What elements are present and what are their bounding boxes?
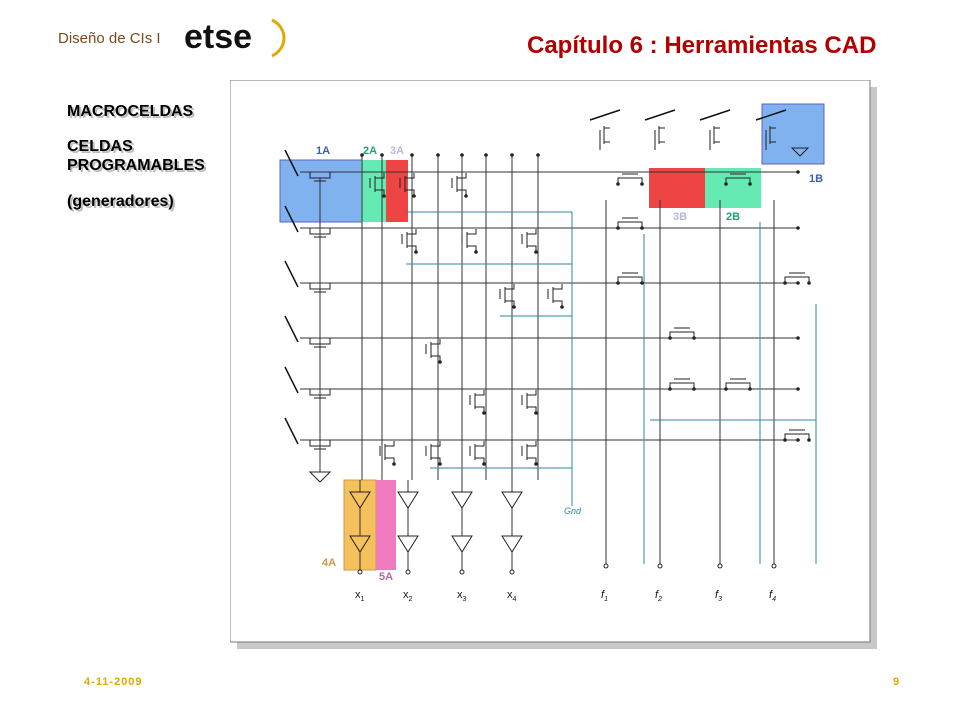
node-dot xyxy=(796,387,800,391)
pla-circuit-figure xyxy=(230,80,880,657)
node-dot xyxy=(796,170,800,174)
node-dot xyxy=(512,305,516,309)
label-4A: 4A xyxy=(322,557,337,569)
node-dot xyxy=(692,387,696,391)
svg-text:etse: etse xyxy=(184,18,253,56)
input-label-1: $x_1$ xyxy=(355,589,365,603)
node-dot xyxy=(724,182,728,186)
node-dot xyxy=(640,226,644,230)
label-macroceldas: MACROCELDAS xyxy=(67,103,194,120)
node-dot xyxy=(748,387,752,391)
output-label-1: $f_1$ xyxy=(601,589,608,603)
region-3B xyxy=(649,168,705,208)
node-dot xyxy=(438,360,442,364)
node-dot xyxy=(534,462,538,466)
slide-title: Capítulo 6 : Herramientas CAD xyxy=(527,32,877,59)
region-5A xyxy=(376,480,396,570)
node-dot xyxy=(796,226,800,230)
input-label-4: $x_4$ xyxy=(507,589,517,603)
node-dot xyxy=(807,281,811,285)
node-dot xyxy=(484,153,488,157)
page-number: 9 xyxy=(893,676,900,688)
node-dot xyxy=(382,194,386,198)
node-dot xyxy=(474,250,478,254)
node-dot xyxy=(414,250,418,254)
output-label-4: $f_4$ xyxy=(769,589,776,603)
node-dot xyxy=(482,462,486,466)
label-1B: 1B xyxy=(809,173,824,185)
label-2A: 2A xyxy=(363,145,378,157)
node-dot xyxy=(438,462,442,466)
node-dot xyxy=(640,182,644,186)
node-dot xyxy=(724,387,728,391)
label-programables: PROGRAMABLES xyxy=(67,157,205,174)
node-dot xyxy=(616,281,620,285)
node-dot xyxy=(640,281,644,285)
label-3A: 3A xyxy=(390,145,405,157)
node-dot xyxy=(412,194,416,198)
region-1A xyxy=(280,160,362,222)
label-2B: 2B xyxy=(726,211,741,223)
node-dot xyxy=(464,194,468,198)
course-title: Diseño de CIs I xyxy=(58,30,161,47)
node-dot xyxy=(380,153,384,157)
footer-date: 4-11-2009 xyxy=(84,676,143,688)
output-label-3: $f_3$ xyxy=(715,589,722,603)
node-dot xyxy=(783,438,787,442)
node-dot xyxy=(796,281,800,285)
node-dot xyxy=(668,336,672,340)
label-generadores: (generadores) xyxy=(67,193,174,210)
node-dot xyxy=(534,411,538,415)
label-1A: 1A xyxy=(316,145,331,157)
node-dot xyxy=(482,411,486,415)
etse-logo xyxy=(180,14,290,65)
label-5A: 5A xyxy=(379,571,394,583)
label-celdas: CELDAS xyxy=(67,138,133,155)
gnd-label: Gnd xyxy=(564,506,582,516)
node-dot xyxy=(410,153,414,157)
node-dot xyxy=(536,153,540,157)
node-dot xyxy=(796,438,800,442)
node-dot xyxy=(807,438,811,442)
label-3B: 3B xyxy=(673,211,688,223)
node-dot xyxy=(748,182,752,186)
node-dot xyxy=(560,305,564,309)
node-dot xyxy=(783,281,787,285)
region-1B xyxy=(762,104,824,164)
node-dot xyxy=(510,153,514,157)
node-dot xyxy=(796,336,800,340)
region-2A xyxy=(361,160,387,222)
node-dot xyxy=(436,153,440,157)
input-label-3: $x_3$ xyxy=(457,589,467,603)
node-dot xyxy=(616,226,620,230)
input-label-2: $x_2$ xyxy=(403,589,413,603)
node-dot xyxy=(616,182,620,186)
node-dot xyxy=(392,462,396,466)
node-dot xyxy=(692,336,696,340)
output-label-2: $f_2$ xyxy=(655,589,662,603)
node-dot xyxy=(668,387,672,391)
node-dot xyxy=(534,250,538,254)
node-dot xyxy=(460,153,464,157)
